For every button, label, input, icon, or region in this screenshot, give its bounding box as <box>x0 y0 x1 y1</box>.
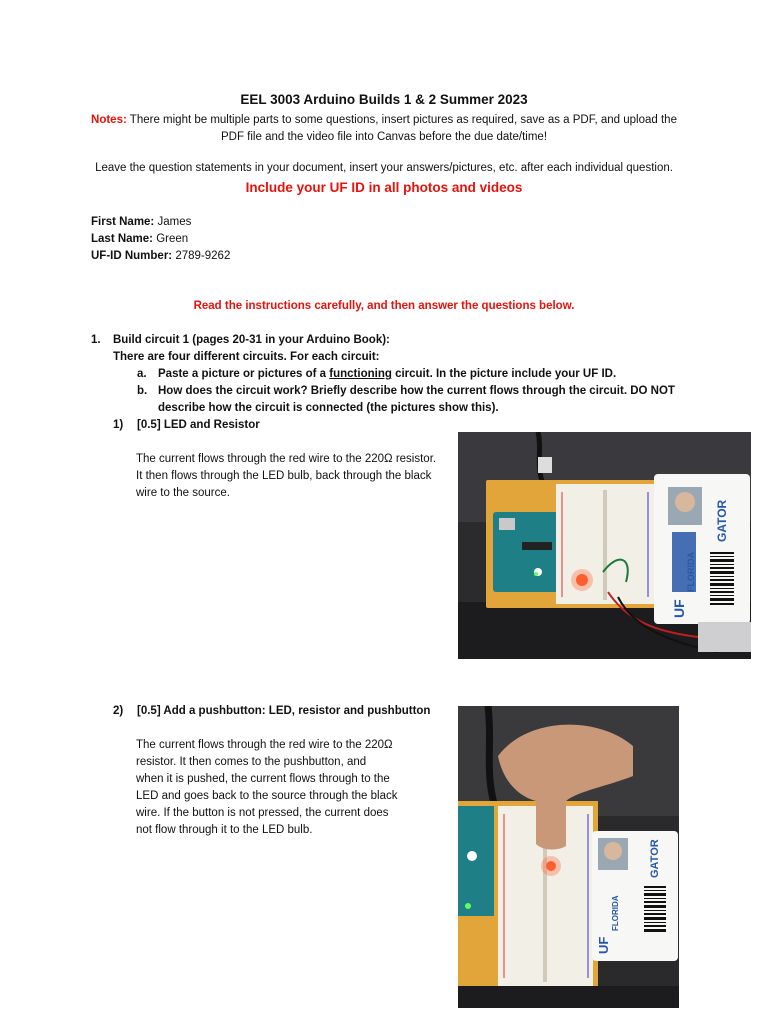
id-card-2-uf-text: UF <box>596 936 611 954</box>
student-info <box>91 214 230 265</box>
part-2-title: [0.5] Add a pushbutton: LED, resistor and pushbutton <box>137 705 431 717</box>
id-card-florida-text: FLORIDA <box>686 552 696 592</box>
subq-b-label: b. <box>137 385 148 397</box>
first-name-row <box>91 214 230 231</box>
notes-label: Notes: <box>91 114 127 126</box>
subq-b-line-2: describe how the circuit is connected (the pictures show this). <box>158 402 499 414</box>
first-name-label: First Name: <box>91 216 155 228</box>
subq-a-post: circuit. In the picture include your UF ID. <box>391 368 617 380</box>
notes-paragraph <box>0 112 768 146</box>
question-1-line-2: There are four different circuits. For each circuit: <box>113 351 380 363</box>
first-name-value: James <box>157 216 192 228</box>
part-1-line-1: The current flows through the red wire to the 220Ω resistor. <box>136 453 437 465</box>
leave-statement: Leave the question statements in your document, insert your answers/pictures, etc. after each individual question. <box>95 162 673 174</box>
subq-b-line-1: How does the circuit work? Briefly describe how the current flows through the circuit. DO NOT <box>158 385 675 397</box>
part-1-line-2: It then flows through the LED bulb, back through the black <box>136 470 432 482</box>
last-name-row <box>91 231 230 248</box>
id-card-gator-text: GATOR <box>715 499 729 542</box>
photo-circuit-1 <box>458 432 751 659</box>
include-id-warning: Include your UF ID in all photos and videos <box>245 180 523 195</box>
last-name-value: Green <box>156 233 189 245</box>
id-card-uf-text: UF <box>671 599 687 618</box>
document-title: EEL 3003 Arduino Builds 1 & 2 Summer 2023 <box>240 92 528 107</box>
part-1-title: [0.5] LED and Resistor <box>137 419 260 431</box>
part-2-description <box>136 737 397 839</box>
part-1-number: 1) <box>113 419 124 431</box>
subq-a-text <box>158 366 616 383</box>
ufid-row <box>91 248 230 265</box>
ufid-label: UF-ID Number: <box>91 250 173 262</box>
subq-a-pre: Paste a picture or pictures of a <box>158 368 330 380</box>
part-2-line-3: when it is pushed, the current flows through to the <box>136 773 390 785</box>
notes-line-2: PDF file and the video file into Canvas before the due date/time! <box>220 131 548 143</box>
part-1-description <box>136 451 436 502</box>
ufid-value: 2789-9262 <box>175 250 231 262</box>
part-1-line-3: wire to the source. <box>136 487 230 499</box>
question-1-number: 1. <box>91 334 101 346</box>
subq-a-underlined: functioning <box>329 368 392 380</box>
part-2-line-5: wire. If the button is not pressed, the current does <box>136 807 389 819</box>
question-1-line-1: Build circuit 1 (pages 20-31 in your Arduino Book): <box>113 334 390 346</box>
id-card-2-gator-text: GATOR <box>649 839 661 878</box>
subq-a-label: a. <box>137 368 147 380</box>
last-name-label: Last Name: <box>91 233 153 245</box>
photo-circuit-2 <box>458 706 679 1008</box>
part-2-line-2: resistor. It then comes to the pushbutton, and <box>136 756 367 768</box>
id-card-2-florida-text: FLORIDA <box>611 895 620 931</box>
part-2-line-1: The current flows through the red wire to the 220Ω <box>136 739 393 751</box>
part-2-line-6: not flow through it to the LED bulb. <box>136 824 313 836</box>
notes-line-1: There might be multiple parts to some questions, insert pictures as required, save as a PDF, and upload the <box>129 114 677 126</box>
instructions-line: Read the instructions carefully, and then answer the questions below. <box>193 300 575 312</box>
part-2-line-4: LED and goes back to the source through the black <box>136 790 398 802</box>
part-2-number: 2) <box>113 705 124 717</box>
arduino-board-2 <box>458 806 494 916</box>
